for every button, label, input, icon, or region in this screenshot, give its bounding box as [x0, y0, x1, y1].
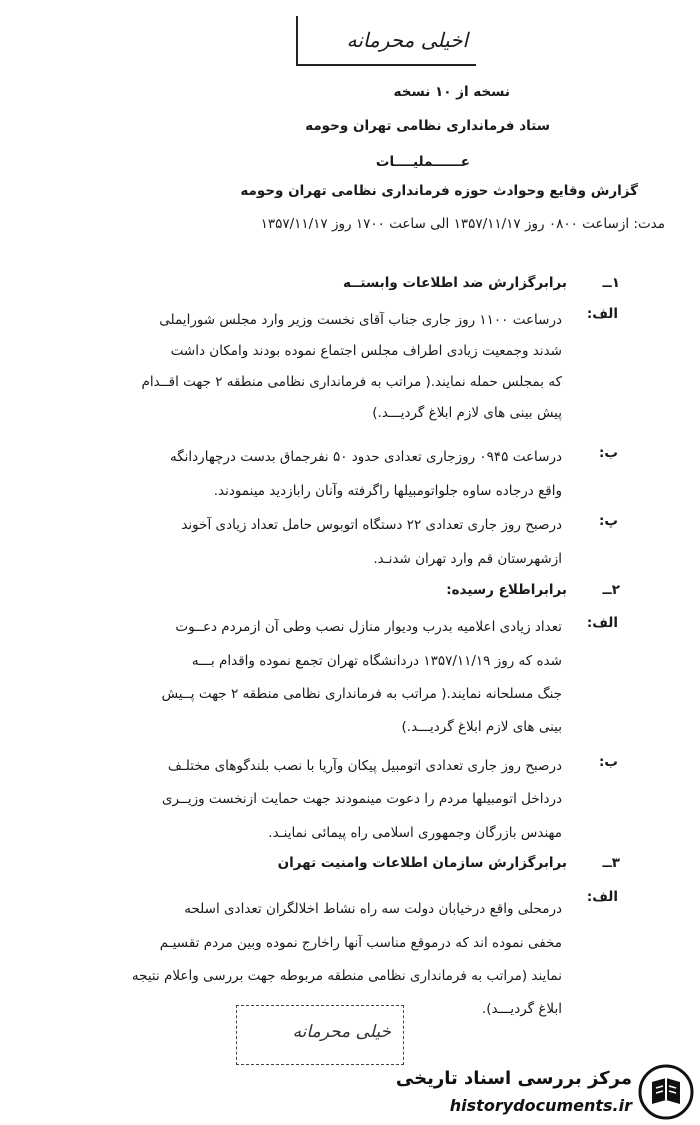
section-number: ۲ــ	[602, 582, 620, 598]
item-line: درساعت ۰۹۴۵ روزجاری تعدادی حدود ۵۰ نفرجماق بدست درچهاردانگه	[169, 449, 562, 465]
item-line: جنگ مسلحانه نمایند.( مراتب به فرمانداری نظامی منطقه ۲ جهت پــیش	[161, 686, 562, 702]
item-label: پ:	[599, 513, 618, 529]
section-heading: برابراطلاع رسیده:	[446, 582, 567, 598]
item-line: مهندس بازرگان وجمهوری اسلامی راه پیمائی نماینـد.	[268, 825, 562, 841]
organization-name: ستاد فرمانداری نظامی تهران وحومه	[305, 118, 550, 134]
section-heading: برابرگزارش سازمان اطلاعات وامنیت تهران	[277, 855, 567, 871]
item-line: واقع درجاده ساوه جلواتومبیلها راگرفته وآنان رابازدید مینمودند.	[213, 483, 562, 499]
stamp-handwriting: خیلی محرمانه	[292, 1022, 391, 1042]
item-line: تعداد زیادی اعلامیه بدرب ودیوار منازل نصب وطی آن ازمردم دعــوت	[175, 619, 562, 635]
item-label: الف:	[586, 306, 618, 322]
item-line: مخفی نموده اند که درموقع مناسب آنها راخارج نموده وبین مردم تقسیـم	[159, 935, 562, 951]
report-title: گزارش وقایع وحوادث حوزه فرمانداری نظامی تهران وحومه	[240, 183, 638, 199]
item-line: که بمجلس حمله نمایند.( مراتب به فرمانداری نظامی منطقه ۲ جهت اقــدام	[141, 374, 562, 390]
archive-book-icon	[638, 1064, 694, 1120]
item-line: درصبح روز جاری تعدادی اتومبیل پیکان وآریا با نصب بلندگوهای مختلـف	[167, 758, 562, 774]
classification-stamp	[296, 16, 476, 66]
item-label: الف:	[586, 615, 618, 631]
item-line: نمایند (مراتب به فرمانداری نظامی منطقه مربوطه جهت بررسی واعلام نتیجه	[131, 968, 562, 984]
section-heading: برابرگزارش ضد اطلاعات وابستــه	[343, 275, 567, 291]
logo-url: historydocuments.ir	[449, 1096, 632, 1115]
item-line: ابلاغ گردیـــد).	[481, 1001, 562, 1017]
item-line: درساعت ۱۱۰۰ روز جاری جناب آقای نخست وزیر وارد مجلس شورایملی	[159, 312, 562, 328]
department-name: عــــــملیــــات	[375, 154, 470, 170]
item-line: ازشهرستان قم وارد تهران شدنـد.	[373, 551, 562, 567]
item-line: شدند وجمعیت زیادی اطراف مجلس اجتماع نموده بودند وامکان داشت	[170, 343, 562, 359]
classification-handwriting: اخیلی محرمانه	[346, 28, 468, 52]
archive-logo	[395, 1062, 698, 1122]
item-line: شده که روز ۱۳۵۷/۱۱/۱۹ دردانشگاه تهران تجمع نموده واقدام بـــه	[191, 653, 562, 669]
item-label: ب:	[599, 445, 618, 461]
logo-title: مرکز بررسی اسناد تاریخی	[395, 1068, 632, 1089]
item-label: ب:	[599, 754, 618, 770]
item-line: درمحلی واقع درخیابان دولت سه راه نشاط اخلالگران تعدادی اسلحه	[184, 901, 562, 917]
copy-number: نسخه از ۱۰ نسخه	[393, 84, 510, 100]
item-line: پیش بینی های لازم ابلاغ گردیـــد.)	[372, 405, 562, 421]
item-label: الف:	[586, 889, 618, 905]
signature-stamp	[236, 1005, 404, 1065]
item-line: بینی های لازم ابلاغ گردیـــد.)	[401, 719, 562, 735]
section-number: ۱ــ	[602, 275, 620, 291]
item-line: درداخل اتومبیلها مردم را دعوت مینمودند جهت حمایت ازنخست وزیــری	[161, 791, 562, 807]
item-line: درصبح روز جاری تعدادی ۲۲ دستگاه اتوبوس حامل تعداد زیادی آخوند	[181, 517, 562, 533]
section-number: ۳ــ	[602, 855, 620, 871]
report-period: مدت: ازساعت ۰۸۰۰ روز ۱۳۵۷/۱۱/۱۷ الی ساعت ۱۷۰۰ روز ۱۳۵۷/۱۱/۱۷	[260, 216, 665, 232]
